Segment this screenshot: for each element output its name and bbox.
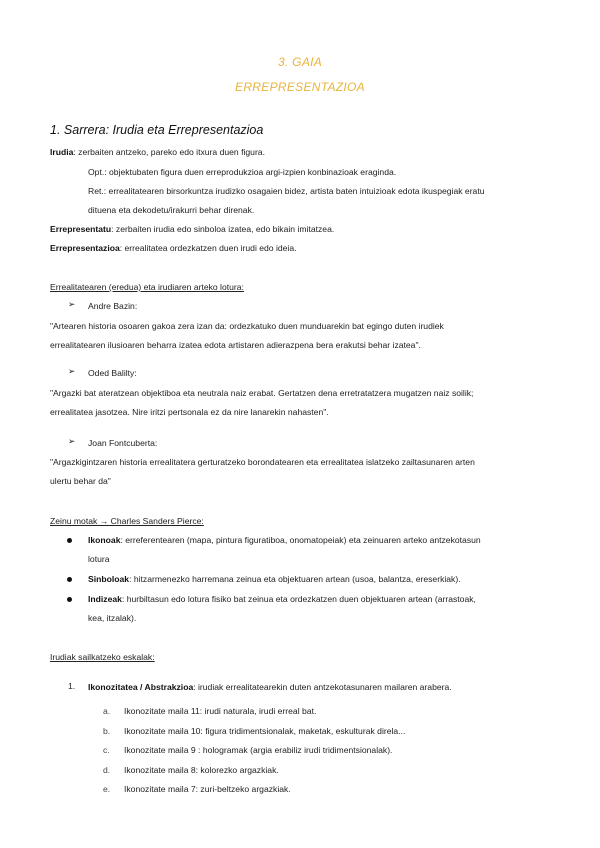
level-letter: e. (103, 784, 111, 794)
sign-sinboloak-text: : hitzarmenezko harremana zeinua eta objektuaren artean (usoa, balantza, ereserkiak). (129, 574, 461, 584)
section-number: 1. (50, 123, 61, 137)
term-ikonozitatea: Ikonozitatea / Abstrakzioa (88, 682, 194, 692)
term-errepresentazioa: Errepresentazioa (50, 243, 120, 253)
section-heading (50, 123, 263, 137)
sign-sinboloak (88, 573, 553, 585)
def-ret-line2: dituena eta dekodetu/irakurri behar direnak. (88, 205, 255, 215)
def-ret-line1: Ret.: errealitatearen birsorkuntza irudizko osagaien bidez, artista baten intuizioak edota ikuspegiak eratu (88, 186, 485, 196)
author-balilty: Oded Balilty: (88, 368, 137, 378)
def-errepresentazioa-text: : errealitatea ordezkatzen duen irudi edo ideia. (119, 243, 297, 253)
sign-ikonoak-text: : erreferentearen (mapa, pintura figuratiboa, onomatopeiak) eta zeinuaren arteko antzekotasun (120, 535, 481, 545)
quote-balilty-line1: "Argazki bat ateratzean objektiboa eta neutrala naiz erabat. Gertatzen dena erretratatzera mugatzen naiz soilik; (50, 388, 474, 398)
term-indizeak: Indizeak (88, 594, 122, 604)
level-item: Ikonozitate maila 8: kolorezko argazkiak. (124, 765, 279, 775)
scale-ikonozitatea-text: : irudiak errealitatearekin duten antzekotasunaren mailaren arabera. (193, 682, 452, 692)
bullet-icon (67, 597, 72, 602)
level-item: Ikonozitate maila 11: irudi naturala, irudi erreal bat. (124, 706, 317, 716)
quote-balilty-line2: errealitatea jasotzea. Nire iritzi pertsonala ez da nire lanarekin nahasten". (50, 407, 329, 417)
def-errepresentatu-text: : zerbaiten irudia edo sinboloa izatea, edo bikain imitatzea. (111, 224, 335, 234)
def-errepresentatu (50, 223, 550, 235)
level-item: Ikonozitate maila 7: zuri-beltzeko argazkiak. (124, 784, 291, 794)
level-letter: c. (103, 745, 110, 755)
scales-heading: Irudiak sailkatzeko eskalak: (50, 652, 155, 662)
author-fontcuberta: Joan Fontcuberta: (88, 438, 158, 448)
quote-bazin-line2: errealitatearen ilusioaren beharra izatea edota artistaren adierazpena bera erakutsi behar izatea". (50, 340, 421, 350)
topic-title: ERREPRESENTAZIOA (235, 80, 365, 94)
sign-indizeak (88, 593, 553, 605)
quote-bazin-line1: "Artearen historia osoaren gakoa zera izan da: ordezkatuko duen munduarekin bat egingo duten irudiek (50, 321, 444, 331)
def-irudia-text: : zerbaiten antzeko, pareko edo itxura duen figura. (73, 147, 265, 157)
def-irudia (50, 146, 550, 158)
signs-heading: Zeinu motak → Charles Sanders Pierce: (50, 516, 204, 526)
level-item: Ikonozitate maila 10: figura tridimentsionalak, maketak, eskulturak direla... (124, 726, 406, 736)
level-letter: b. (103, 726, 111, 736)
section-title: Sarrera: Irudia eta Errepresentazioa (63, 123, 264, 137)
author-bazin: Andre Bazin: (88, 301, 138, 311)
def-opt: Opt.: objektubaten figura duen erreprodukzioa argi-izpien konbinazioak eraginda. (88, 167, 397, 177)
list-number: 1. (68, 681, 76, 691)
arrow-icon: ➢ (68, 366, 76, 376)
level-item: Ikonozitate maila 9 : hologramak (argia erabiliz irudi tridimentsionalak). (124, 745, 393, 755)
quote-fontcuberta-line2: ulertu behar da" (50, 476, 111, 486)
level-letter: a. (103, 706, 111, 716)
term-irudia: Irudia (50, 147, 74, 157)
sign-indizeak-line2: kea, itzalak). (88, 613, 137, 623)
quote-fontcuberta-line1: "Argazkigintzaren historia errealitatera gerturatzeko borondatearen eta errealitatea islatzeko zailtasunaren arten (50, 457, 475, 467)
term-ikonoak: Ikonoak (88, 535, 121, 545)
sign-indizeak-text: : hurbiltasun edo lotura fisiko bat zeinua eta ordezkatzen duen objektuaren artean (arrastoak, (121, 594, 476, 604)
chapter-title: 3. GAIA (277, 55, 323, 69)
term-errepresentatu: Errepresentatu (50, 224, 112, 234)
def-errepresentazioa (50, 242, 550, 254)
scale-ikonozitatea (88, 681, 553, 693)
arrow-icon: ➢ (68, 436, 76, 446)
bullet-icon (67, 538, 72, 543)
sign-ikonoak (88, 534, 553, 546)
sign-ikonoak-line2: lotura (88, 554, 110, 564)
level-letter: d. (103, 765, 111, 775)
arrow-icon: ➢ (68, 299, 76, 309)
bullet-icon (67, 577, 72, 582)
term-sinboloak: Sinboloak (88, 574, 130, 584)
relation-heading: Errealitatearen (eredua) eta irudiaren arteko lotura: (50, 282, 244, 292)
